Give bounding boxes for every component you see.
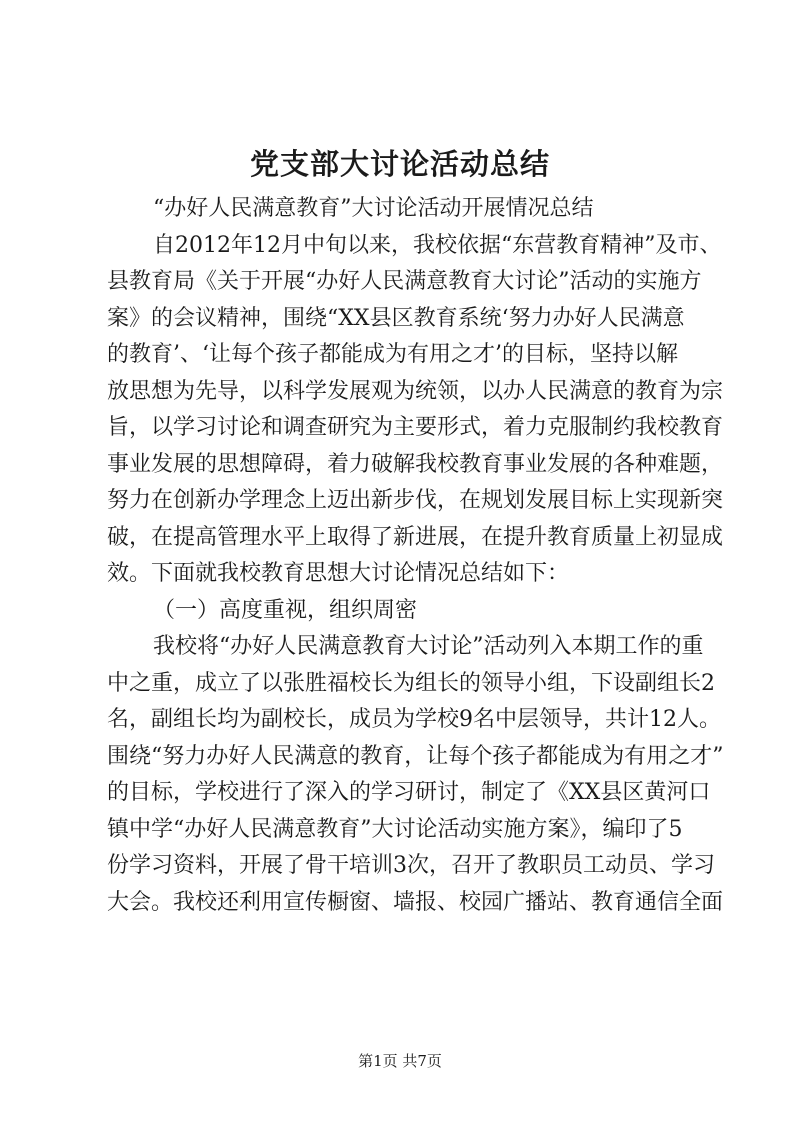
paragraph-line: 自2012年12月中旬以来，我校依据“东营教育精神”及市、: [153, 233, 722, 258]
section-heading: （一）高度重视，组织周密: [153, 598, 418, 623]
paragraph-line: 的目标，学校进行了深入的学习研讨，制定了《XX县区黄河口: [107, 780, 711, 805]
paragraph-line: 大会。我校还利用宣传橱窗、墙报、校园广播站、教育通信全面: [107, 890, 724, 915]
page-footer: 第1页 共7页: [358, 1052, 442, 1070]
paragraph-line: 努力在创新办学理念上迈出新步伐，在规划发展目标上实现新突: [107, 488, 724, 513]
paragraph-line: 的教育’、‘让每个孩子都能成为有用之才’的目标，坚持以解: [107, 342, 678, 367]
paragraph-line: 案》的会议精神，围绕“XX县区教育系统‘努力办好人民满意: [107, 306, 685, 331]
paragraph-line: 围绕“努力办好人民满意的教育，让每个孩子都能成为有用之才”: [107, 744, 724, 769]
paragraph-line: 县教育局《关于开展“办好人民满意教育大讨论”活动的实施方: [107, 269, 702, 294]
paragraph-line: 中之重，成立了以张胜福校长为组长的领导小组，下设副组长2: [107, 671, 715, 696]
paragraph-line: 事业发展的思想障碍，着力破解我校教育事业发展的各种难题，: [107, 452, 724, 477]
paragraph-line: 我校将“办好人民满意教育大讨论”活动列入本期工作的重: [153, 634, 704, 659]
paragraph-line: 旨，以学习讨论和调查研究为主要形式，着力克服制约我校教育: [107, 415, 724, 440]
paragraph-line: 名，副组长均为副校长，成员为学校9名中层领导，共计12人。: [107, 707, 721, 732]
paragraph-line: 镇中学“办好人民满意教育”大讨论活动实施方案》，编印了5: [107, 817, 683, 842]
document-title: 党支部大讨论活动总结: [249, 147, 550, 181]
paragraph-line: 份学习资料，开展了骨干培训3次，召开了教职员工动员、学习: [107, 853, 715, 878]
paragraph-line: 破，在提高管理水平上取得了新进展，在提升教育质量上初显成: [107, 525, 724, 550]
paragraph-line: 放思想为先导，以科学发展观为统领，以办人民满意的教育为宗: [107, 379, 724, 404]
subtitle-line: “办好人民满意教育”大讨论活动开展情况总结: [153, 196, 594, 221]
paragraph-line: 效。下面就我校教育思想大讨论情况总结如下：: [107, 561, 570, 586]
